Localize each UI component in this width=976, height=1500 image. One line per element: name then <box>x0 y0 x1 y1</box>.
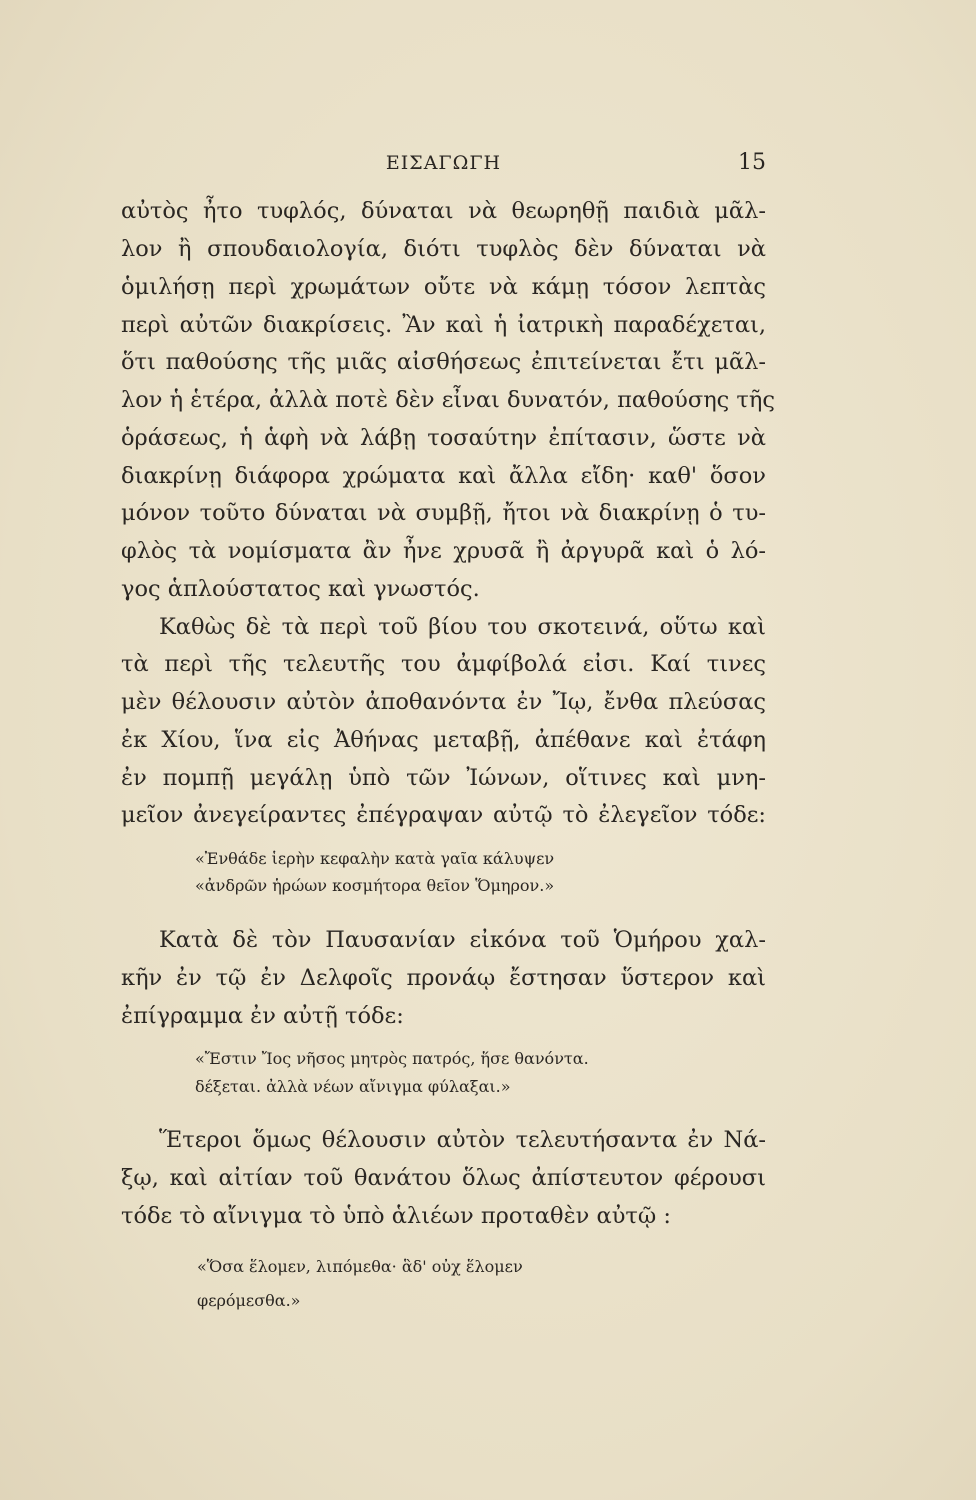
page-number: 15 <box>738 150 766 175</box>
text-line: Κατὰ δὲ τὸν Παυσανίαν εἰκόνα τοῦ Ὁμήρου χαλ- <box>159 927 766 953</box>
page-header <box>121 150 766 180</box>
text-line: ἐπίγραμμα ἐν αὐτῇ τόδε: <box>121 1003 404 1029</box>
epigram-line: δέξεται. ἀλλὰ νέων αἴνιγμα φύλαξαι.» <box>195 1077 511 1096</box>
text-line: μεῖον ἀνεγείραντες ἐπέγραψαν αὐτῷ τὸ ἐλεγεῖον τόδε: <box>121 802 766 828</box>
text-line: λον ἢ σπουδαιολογία, διότι τυφλὸς δὲν δύναται νὰ <box>121 236 766 262</box>
text-line: γος ἁπλούστατος καὶ γνωστός. <box>121 576 480 602</box>
text-line: ξῳ, καὶ αἰτίαν τοῦ θανάτου ὅλως ἀπίστευτον φέρουσι <box>121 1165 766 1191</box>
text-line: ὁμιλήσῃ περὶ χρωμάτων οὔτε νὰ κάμῃ τόσον λεπτὰς <box>121 274 766 300</box>
text-line: διακρίνῃ διάφορα χρώματα καὶ ἄλλα εἴδη· καθ' ὅσον <box>121 463 766 489</box>
text-line: ὁράσεως, ἡ ἁφὴ νὰ λάβῃ τοσαύτην ἐπίτασιν, ὥστε νὰ <box>121 425 766 451</box>
epigram-line: φερόμεσθα.» <box>197 1291 301 1310</box>
text-line: τόδε τὸ αἴνιγμα τὸ ὑπὸ ἁλιέων προταθὲν αὐτῷ : <box>121 1203 671 1229</box>
text-line: ἐν πομπῇ μεγάλῃ ὑπὸ τῶν Ἰώνων, οἵτινες καὶ μνη- <box>121 765 766 791</box>
text-line: κῆν ἐν τῷ ἐν Δελφοῖς προνάῳ ἔστησαν ὕστερον καὶ <box>121 965 766 991</box>
text-line: μὲν θέλουσιν αὐτὸν ἀποθανόντα ἐν Ἴῳ, ἔνθα πλεύσας <box>121 689 766 715</box>
text-line: τὰ περὶ τῆς τελευτῆς του ἀμφίβολά εἰσι. Καί τινες <box>121 651 766 677</box>
text-line: ἐκ Χίου, ἵνα εἰς Ἀθήνας μεταβῇ, ἀπέθανε καὶ ἐτάφη <box>121 727 766 753</box>
text-line: αὐτὸς ἦτο τυφλός, δύναται νὰ θεωρηθῇ παιδιὰ μᾶλ- <box>121 198 766 224</box>
text-line: φλὸς τὰ νομίσματα ἂν ἦνε χρυσᾶ ἢ ἀργυρᾶ καὶ ὁ λό- <box>121 538 766 564</box>
text-line: Ἕτεροι ὅμως θέλουσιν αὐτὸν τελευτήσαντα ἐν Νά- <box>159 1127 766 1153</box>
text-line: λον ἡ ἑτέρα, ἀλλὰ ποτὲ δὲν εἶναι δυνατόν, παθούσης τῆς <box>121 387 775 413</box>
text-line: ὅτι παθούσης τῆς μιᾶς αἰσθήσεως ἐπιτείνεται ἔτι μᾶλ- <box>121 349 766 375</box>
epigram-line: «Ἐνθάδε ἱερὴν κεφαλὴν κατὰ γαῖα κάλυψεν <box>195 849 555 868</box>
text-line: περὶ αὐτῶν διακρίσεις. Ἂν καὶ ἡ ἰατρικὴ παραδέχεται, <box>121 312 766 338</box>
running-title: ΕΙΣΑΓΩΓΗ <box>385 152 502 174</box>
text-line: Καθὼς δὲ τὰ περὶ τοῦ βίου του σκοτεινά, οὕτω καὶ <box>159 614 766 640</box>
epigram-line: «ἀνδρῶν ἡρώων κοσμήτορα θεῖον Ὅμηρον.» <box>195 876 555 895</box>
text-line: μόνον τοῦτο δύναται νὰ συμβῇ, ἤτοι νὰ διακρίνῃ ὁ τυ- <box>121 500 766 526</box>
epigram-line: «Ἔστιν Ἴος νῆσος μητρὸς πατρός, ἥσε θανόντα. <box>195 1049 589 1068</box>
epigram-line: «Ὅσα ἕλομεν, λιπόμεθα· ἃδ' οὐχ ἕλομεν <box>197 1257 523 1276</box>
